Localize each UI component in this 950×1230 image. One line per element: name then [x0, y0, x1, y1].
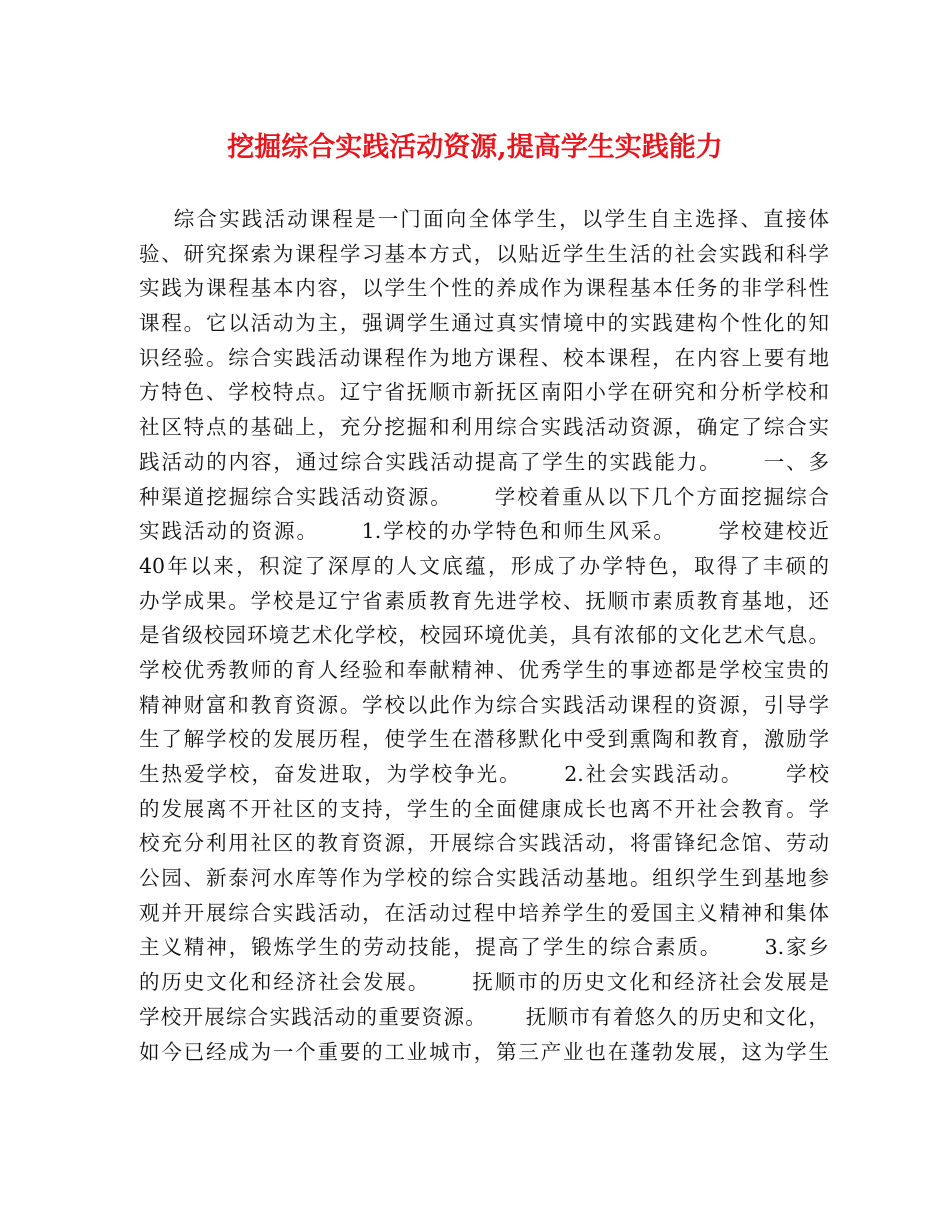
text-line: 实践为课程基本内容，以学生个性的养成作为课程基本任务的非学科性	[139, 276, 829, 301]
text-line: 的历史文化和经济社会发展。 抚顺市的历史文化和经济社会发展是	[139, 970, 829, 995]
text-line: 社区特点的基础上，充分挖掘和利用综合实践活动资源，确定了综合实	[139, 415, 829, 440]
text-line: 主义精神，锻炼学生的劳动技能，提高了学生的综合素质。 3.家乡	[139, 935, 829, 960]
text-line: 课程。它以活动为主，强调学生通过真实情境中的实践建构个性化的知	[139, 311, 829, 336]
text-line: 实践活动的资源。 1.学校的办学特色和师生风采。 学校建校近	[139, 519, 829, 544]
text-line: 40年以来，积淀了深厚的人文底蕴，形成了办学特色，取得了丰硕的	[139, 553, 829, 578]
text-line: 生热爱学校，奋发进取，为学校争光。 2.社会实践活动。 学校	[139, 762, 829, 786]
text-line: 是省级校园环境艺术化学校，校园环境优美，具有浓郁的文化艺术气息。	[139, 623, 829, 648]
text-line: 的发展离不开社区的支持，学生的全面健康成长也离不开社会教育。学	[139, 796, 829, 821]
text-line: 识经验。综合实践活动课程作为地方课程、校本课程，在内容上要有地	[139, 345, 829, 370]
text-line: 学校开展综合实践活动的重要资源。 抚顺市有着悠久的历史和文化，	[139, 1004, 829, 1029]
text-line: 公园、新泰河水库等作为学校的综合实践活动基地。组织学生到基地参	[139, 866, 829, 891]
text-line: 办学成果。学校是辽宁省素质教育先进学校、抚顺市素质教育基地，还	[139, 588, 829, 613]
text-line: 践活动的内容，通过综合实践活动提高了学生的实践能力。 一、多	[139, 449, 829, 474]
text-line: 观并开展综合实践活动，在活动过程中培养学生的爱国主义精神和集体	[139, 900, 829, 925]
document-title: 挖掘综合实践活动资源,提高学生实践能力	[227, 132, 723, 163]
text-line: 如今已经成为一个重要的工业城市，第三产业也在蓬勃发展，这为学生	[139, 1039, 829, 1064]
document-body	[139, 202, 829, 1069]
text-line: 校充分利用社区的教育资源，开展综合实践活动，将雷锋纪念馆、劳动	[139, 831, 829, 856]
text-line: 综合实践活动课程是一门面向全体学生，以学生自主选择、直接体	[139, 207, 829, 231]
text-line: 学校优秀教师的育人经验和奉献精神、优秀学生的事迹都是学校宝贵的	[139, 657, 829, 682]
text-line: 精神财富和教育资源。学校以此作为综合实践活动课程的资源，引导学	[139, 692, 829, 717]
text-line: 方特色、学校特点。辽宁省抚顺市新抚区南阳小学在研究和分析学校和	[139, 380, 829, 405]
text-line: 种渠道挖掘综合实践活动资源。 学校着重从以下几个方面挖掘综合	[139, 484, 829, 509]
text-line: 生了解学校的发展历程，使学生在潜移默化中受到熏陶和教育，激励学	[139, 727, 829, 752]
text-line: 验、研究探索为课程学习基本方式，以贴近学生生活的社会实践和科学	[139, 241, 829, 266]
